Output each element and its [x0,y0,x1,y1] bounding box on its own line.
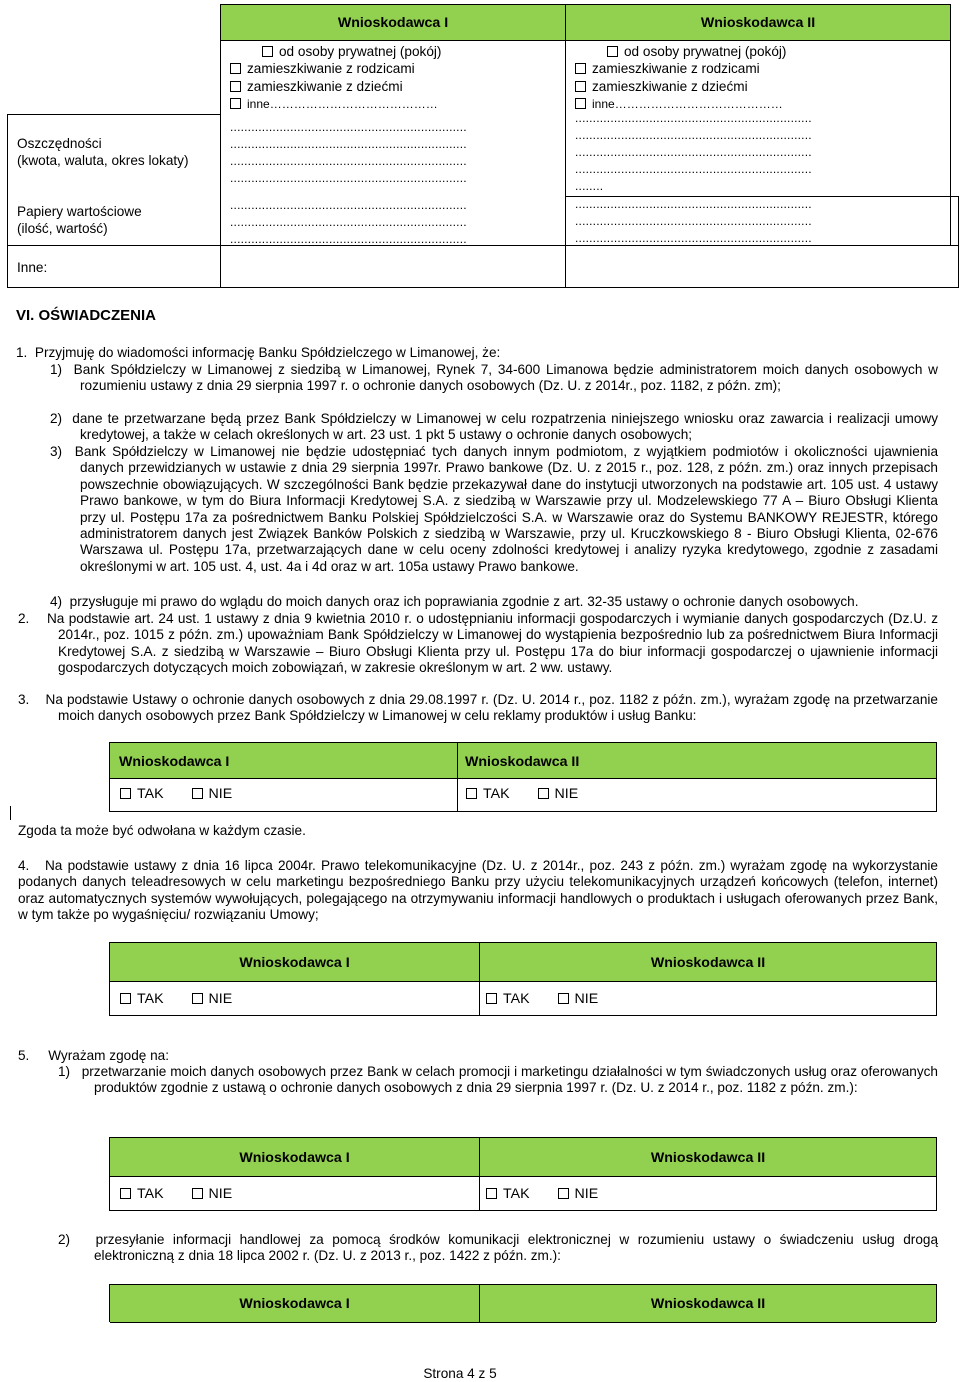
checkbox[interactable] [575,63,586,74]
col1-option [230,60,560,77]
col1-options [230,43,560,114]
revision-mark [10,806,11,820]
dots-line: ................................................................... [230,233,467,246]
p4-text: 4. Na podstawie ustawy z dnia 16 lipca 2004r. Prawo telekomunikacyjne (Dz. U. z 2014r., poz. 243 z późn. zm.) wyrażam zgodę na wykorzystanie podanych danych teleadresowych w celu marketingu bezpośredniego Banku przy użyciu telekomunikacyjnych urządzeń końcowych (telefon, internet) oraz automatycznych systemów wywołujących, polegającego na otrzymywaniu informacji handlowych o produktach i usługach oferowanych przez Bank, w tym także po wygaśnięciu/ rozwiązaniu Umowy; [18,858,938,923]
p1-item4 [50,594,938,610]
dots-line: ................................................................... [230,199,467,212]
dots-line: ........ [575,180,604,193]
consent-table-3 [109,1137,937,1211]
option-label: od osoby prywatnej (pokój) [624,44,787,59]
dots-line: ................................................................... [230,121,467,134]
dots-line: ................................................................... [575,129,812,142]
consent-options-applicant1 [120,1186,232,1202]
nie-label: NIE [208,991,233,1007]
nie-label: NIE [208,1186,233,1202]
applicant1-header: Wnioskodawca I [337,15,449,31]
tak-checkbox[interactable] [486,1188,497,1199]
p5-item2 [58,1232,938,1265]
p4 [18,858,938,924]
consent-applicant1-label: Wnioskodawca I [119,754,230,770]
nie-checkbox[interactable] [192,993,203,1004]
consent-options-applicant2 [486,991,598,1007]
securities-dots-col2[interactable] [575,198,947,245]
nie-checkbox[interactable] [192,788,203,799]
nie-checkbox[interactable] [558,1188,569,1199]
revocable-note: Zgoda ta może być odwołana w każdym czasie. [18,823,306,838]
tak-label: TAK [503,991,530,1007]
option-label: zamieszkiwanie z rodzicami [592,61,760,77]
dots-line: ................................................................... [575,232,812,245]
p5-item1 [58,1064,938,1097]
consent-options-applicant2 [486,1186,598,1202]
tak-label: TAK [137,991,164,1007]
tak-checkbox[interactable] [120,1188,131,1199]
p1-item1-text: 1) Bank Spółdzielczy w Limanowej z siedzibą w Limanowej, Rynek 7, 34-600 Limanowa będzie administratorem moich danych osobowych w rozumieniu ustawy z dnia 29 sierpnia 1997 r. o ochronie danych osobowych (Dz. U. z 2014r., poz. 1182, z późn. zm); [50,362,938,394]
consent-table-4 [109,1284,937,1322]
option-label: zamieszkiwanie z rodzicami [247,61,415,77]
consent-applicant2-label: Wnioskodawca II [465,754,580,770]
tak-checkbox[interactable] [486,993,497,1004]
option-label: zamieszkiwanie z dziećmi [592,78,748,94]
option-label: inne…………………………………… [592,97,783,112]
checkbox[interactable] [607,46,618,57]
p2-text: 2. Na podstawie art. 24 ust. 1 ustawy z dnia 9 kwietnia 2010 r. o udostępnianiu informacji gospodarczych i wymianie danych gospodarczych (Dz.U. z 2014r., poz. 1015 z późn. zm.) upoważniam Bank Spółdzielczy w Limanowej do wystąpienia bezpośrednio lub za pośrednictwem Biura Informacji Kredytowej S.A. z siedzibą w Warszawie – Biuro Obsługi Klienta przy ul. Postępu 17a do biur informacji gospodarczej o ujawnienie informacji gospodarczych dotyczących moich zobowiązań, w zakresie określonym w art. 2 ww. ustawy. [18,611,938,676]
securities-dots-col1[interactable] [230,199,558,246]
consent-applicant2-label: Wnioskodawca II [650,955,766,971]
tak-label: TAK [137,786,164,802]
col1-option [230,95,560,113]
page-number: Strona 4 z 5 [423,1366,497,1381]
consent-applicant2-label: Wnioskodawca II [650,1150,766,1166]
p5: 5. Wyrażam zgodę na: [18,1048,169,1063]
col2-option [575,60,945,77]
consent-options-applicant2 [466,786,578,802]
consent-options-applicant1 [120,786,232,802]
tak-label: TAK [503,1186,530,1202]
col2-options [575,43,945,114]
option-label: zamieszkiwanie z dziećmi [247,78,403,94]
option-label: inne…………………………………… [247,97,438,112]
p1-item3-text: 3) Bank Spółdzielczy w Limanowej nie będzie udostępniać tych danych innym podmiotom, z wyjątkiem podmiotów i okoliczności ujawnienia danych przewidzianych w ustawie z dnia 29 sierpnia 1997r. Prawo bankowe (Dz. U. z 2015 r., poz. 128, z późn. zm.) oraz innych przepisach powszechnie obowiązujących. W szczególności Bank będzie przekazywał dane do instytucji utworzonych na podstawie art. 105 ust. 4 ustawy Prawo bankowe, w tym do Biura Informacji Kredytowej S.A. z siedzibą w Warszawie przy ul. Modzelewskiego 77 A – Biuro Obsługi Klienta przy ul. Postępu 17a za pośrednictwem Banku Polskiej Spółdzielczości S.A. w Warszawie oraz do Systemu BANKOWY REJESTR, którego administratorem danych jest Związek Banków Polskich z siedzibą w Warszawie, przy ul. Kruczkowskiego 8 - Biuro Obsługi Klienta, 02-676 Warszawa ul. Postępu 17a, przetwarzających dane w celu oceny zdolności kredytowej i analizy ryzyka kredytowego, zgodnie z zasadami określonymi w art. 105 ust. 4, ust. 4a i 4d oraz w art. 105a ustawy Prawo bankowe. [50,444,938,574]
consent-table-1 [109,742,937,812]
dots-line: ................................................................... [575,198,812,211]
checkbox[interactable] [262,46,273,57]
p1-item2-text: 2) dane te przetwarzane będą przez Bank Spółdzielczy w Limanowej w celu rozpatrzenia niniejszego wniosku oraz zawarcia i realizacji umowy kredytowej, a także w celach określonych w art. 23 ust. 1 pkt 5 ustawy o ochronie danych osobowych; [50,411,938,443]
tak-checkbox[interactable] [466,788,477,799]
col2-option [575,78,945,95]
tak-label: TAK [483,786,510,802]
col1-option [230,78,560,95]
savings-dots-col2[interactable] [575,112,937,193]
p5-item2-text: 2) przesyłanie informacji handlowej za pomocą środków komunikacji elektronicznej w rozumieniu ustawy o świadczeniu usług drogą elektroniczną z dnia 18 lipca 2002 r. (Dz. U. z 2013 r., poz. 1422 z późn. zm.): [58,1232,938,1264]
consent-applicant1-label: Wnioskodawca I [239,955,350,971]
consent-table-2 [109,942,937,1016]
p1-intro: 1. Przyjmuję do wiadomości informację Banku Spółdzielczego w Limanowej, że: [16,345,501,360]
consent-options-applicant1 [120,991,232,1007]
p5-item1-text: 1) przetwarzanie moich danych osobowych przez Bank w celach promocji i marketingu działalności w tym świadczonych usług oraz oferowanych produktów zgodnie z ustawą o ochronie danych osobowych z dnia 29 sierpnia 1997 r. (Dz. U. z 2014 r., poz. 1182 z późn. zm.): [58,1064,938,1096]
p3 [18,692,938,725]
dots-line: ................................................................... [575,215,812,228]
p1-item4-text: 4) przysługuje mi prawo do wglądu do moich danych oraz ich poprawiania zgodnie z art. 32-35 ustawy o ochronie danych osobowych. [50,594,859,609]
consent-applicant1-label: Wnioskodawca I [239,1296,350,1312]
nie-checkbox[interactable] [192,1188,203,1199]
consent-applicant1-label: Wnioskodawca I [239,1150,350,1166]
section-title: VI. OŚWIADCZENIA [16,307,157,324]
dots-line: ................................................................... [230,138,467,151]
nie-checkbox[interactable] [558,993,569,1004]
top-table [7,4,951,288]
checkbox[interactable] [230,81,241,92]
tak-label: TAK [137,1186,164,1202]
nie-label: NIE [208,786,233,802]
applicant2-header: Wnioskodawca II [700,15,816,31]
p1-item2 [50,411,938,444]
dots-line: ................................................................... [230,155,467,168]
consent-applicant2-label: Wnioskodawca II [650,1296,766,1312]
col2-option [575,43,945,60]
dots-line: ................................................................... [230,216,467,229]
checkbox[interactable] [575,98,586,109]
option-label: od osoby prywatnej (pokój) [279,44,442,59]
p3-text: 3. Na podstawie Ustawy o ochronie danych osobowych z dnia 29.08.1997 r. (Dz. U. 2014 r., poz. 1182 z późn. zm.), wyrażam zgodę na przetwarzanie moich danych osobowych przez Bank Spółdzielczy w Limanowej w celu reklamy produktów i usług Banku: [18,692,938,724]
other-label: Inne: [17,260,48,275]
nie-checkbox[interactable] [538,788,549,799]
dots-line: ................................................................... [575,163,812,176]
securities-label: Papiery wartościowe (ilość, wartość) [17,204,142,236]
savings-label: Oszczędności (kwota, waluta, okres lokaty) [17,136,189,168]
checkbox[interactable] [575,81,586,92]
nie-label: NIE [574,991,599,1007]
p2 [18,611,938,677]
col1-option [230,43,560,60]
nie-label: NIE [554,786,579,802]
tak-checkbox[interactable] [120,993,131,1004]
p1-item1 [50,362,938,395]
col2-option [575,95,945,113]
dots-line: ................................................................... [230,172,467,185]
savings-dots-col1[interactable] [230,121,558,185]
checkbox[interactable] [230,63,241,74]
tak-checkbox[interactable] [120,788,131,799]
checkbox[interactable] [230,98,241,109]
dots-line: ................................................................... [575,146,812,159]
nie-label: NIE [574,1186,599,1202]
dots-line: ................................................................... [575,112,812,125]
p1-item3 [50,444,938,575]
